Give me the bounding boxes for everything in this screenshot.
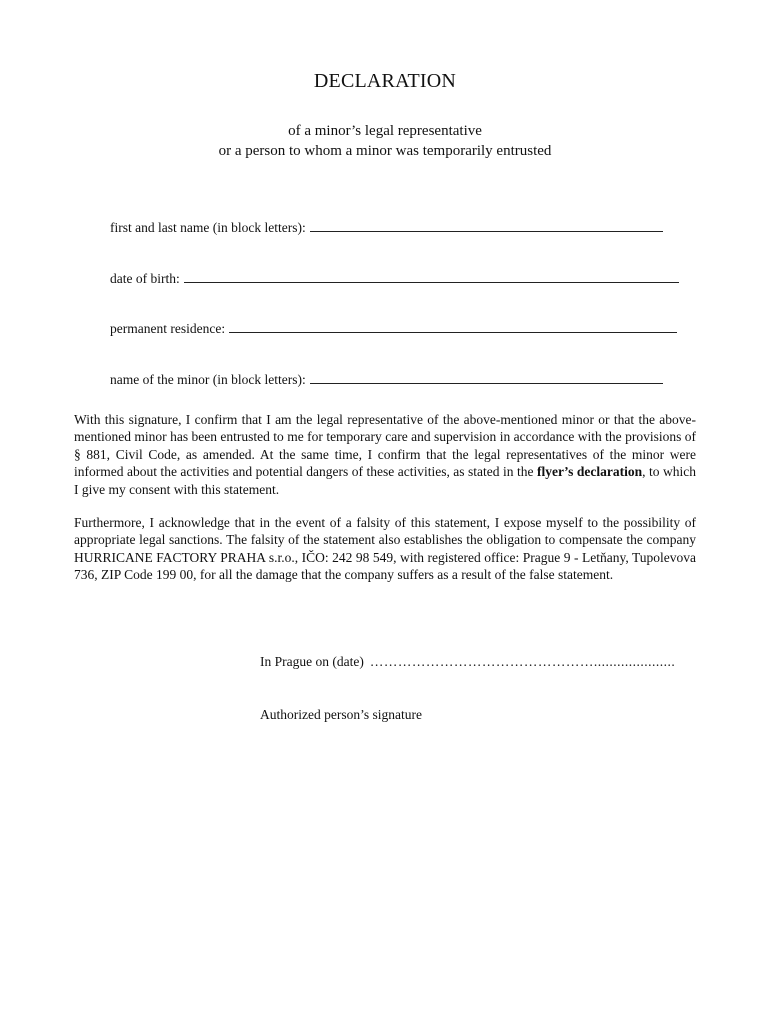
full-name-label: first and last name (in block letters):	[110, 220, 306, 235]
signature-label: Authorized person’s signature	[260, 707, 422, 722]
permanent-residence-field	[110, 320, 677, 337]
subtitle-line-1: of a minor’s legal representative	[288, 123, 482, 139]
subtitle-line-2: or a person to whom a minor was temporarily entrusted	[218, 143, 552, 159]
consent-text-after: , to which I give my consent with this statement.	[74, 464, 696, 497]
liability-paragraph: Furthermore, I acknowledge that in the event of a falsity of this statement, I expose myself to the possibility of appropriate legal sanctions. The falsity of the statement also establishes the obligation to compensate the company HURRICANE FACTORY PRAHA s.r.o., IČO: 242 98 549, with registered office: Prague 9 - Letňany, Tupolevova 736, ZIP Code 199 00, for all the damage that the company suffers as a result of the false statement.	[74, 515, 696, 583]
minor-name-label: name of the minor (in block letters):	[110, 372, 306, 387]
minor-name-field	[110, 371, 663, 388]
permanent-residence-blank[interactable]	[229, 320, 677, 333]
permanent-residence-label: permanent residence:	[110, 321, 226, 336]
signature-line	[260, 707, 662, 723]
date-of-birth-field	[110, 270, 679, 287]
place-date-label: In Prague on (date)	[260, 654, 364, 669]
date-of-birth-blank[interactable]	[184, 270, 679, 283]
date-of-birth-label: date of birth:	[110, 271, 180, 286]
consent-paragraph	[74, 411, 696, 498]
consent-text-before: With this signature, I confirm that I am the legal representative of the above-mentioned minor or that the above-mentioned minor has been entrusted to me for temporary care and supervision in accordance with the provisions of § 881, Civil Code, as amended. At the same time, I confirm that the legal representatives of the minor were informed about the activities and potential dangers of these activities, as stated in the	[74, 412, 696, 480]
document-subtitle	[0, 121, 770, 161]
flyers-declaration-bold: flyer’s declaration	[536, 464, 643, 480]
minor-name-blank[interactable]	[310, 371, 663, 384]
place-date-dots[interactable]: ………………………………………….....................	[369, 654, 676, 669]
full-name-blank[interactable]	[310, 219, 663, 232]
place-date-line	[260, 654, 675, 670]
document-title: DECLARATION	[313, 70, 457, 92]
full-name-field	[110, 219, 663, 236]
